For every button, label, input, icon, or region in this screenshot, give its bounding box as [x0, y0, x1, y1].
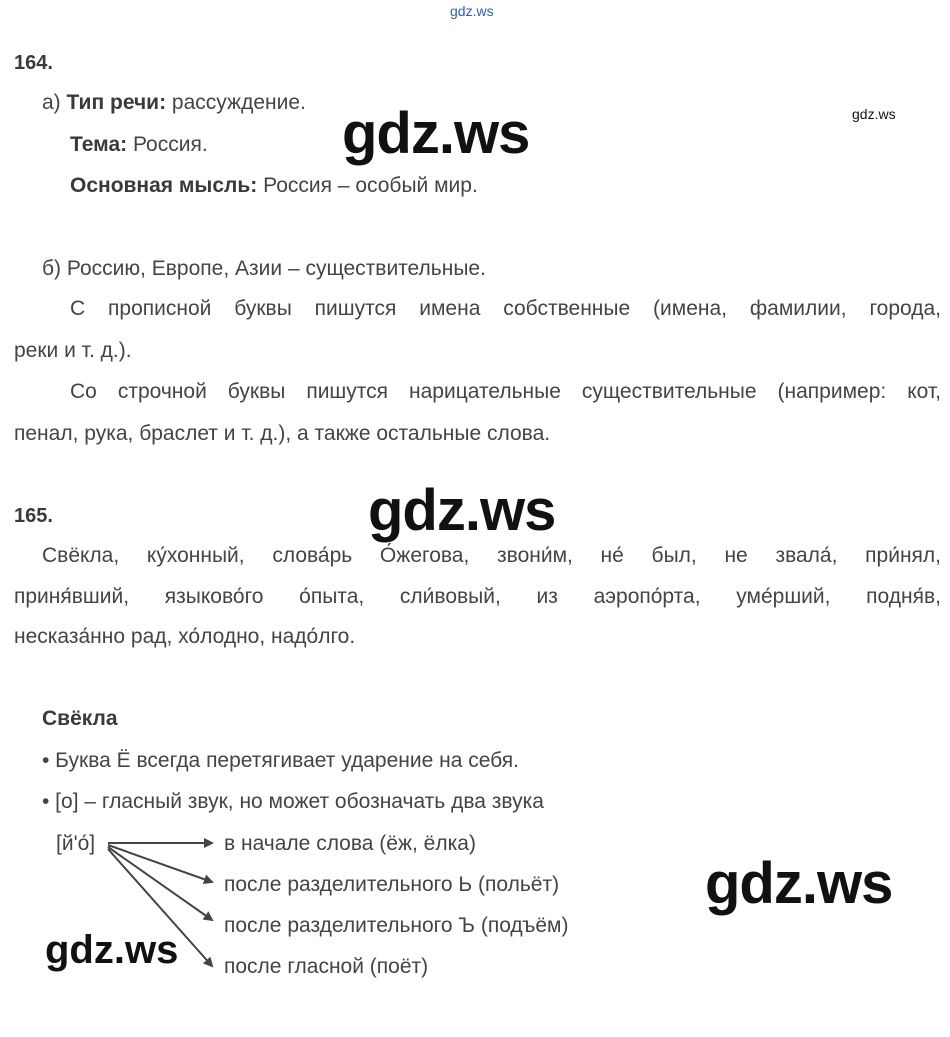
arrow-2	[108, 845, 212, 882]
arrow-4	[108, 849, 212, 966]
capital-rule-line-2: реки и т. д.).	[14, 339, 132, 362]
watermark-large-2: gdz.ws	[368, 478, 556, 543]
svekla-bullet-2: • [о] – гласный звук, но может обозначать два звука	[42, 790, 544, 813]
transcription: [й'о́]	[56, 832, 96, 855]
svekla-bullet-1: • Буква Ё всегда перетягивает ударение на себя.	[42, 749, 519, 772]
exercise-number-165: 165.	[14, 505, 53, 527]
watermark-large-3: gdz.ws	[705, 851, 893, 916]
watermark-small-right: gdz.ws	[852, 106, 896, 122]
main-idea-label: Основная мысль:	[70, 174, 258, 197]
stress-words-line-3: несказа́нно рад, хо́лодно, надо́лго.	[14, 625, 356, 648]
speech-type-label: Тип речи:	[66, 91, 167, 114]
lowercase-rule-line-2: пенал, рука, браслет и т. д.), а также остальные слова.	[14, 422, 551, 445]
watermark-bottom-left: gdz.ws	[45, 928, 179, 972]
capital-rule-line-1: С прописной буквы пишутся имена собственные (имена, фамилии, города,	[70, 297, 941, 320]
main-idea-value: Россия – особый мир.	[263, 174, 478, 197]
item-b-line: б) Россию, Европе, Азии – существительные.	[42, 257, 486, 280]
theme-label: Тема:	[70, 133, 128, 156]
watermark-large-1: gdz.ws	[342, 101, 530, 166]
item-a-prefix: а)	[42, 91, 61, 114]
stress-words-line-1: Свёкла, ку́хонный, слова́рь О́жегова, звони́м, не́ был, не звала́, при́нял,	[42, 544, 941, 567]
exercise-number-164: 164.	[14, 52, 53, 74]
case-start-of-word: в начале слова (ёж, ёлка)	[224, 832, 476, 855]
case-after-vowel: после гласной (поёт)	[224, 955, 429, 978]
stress-words-line-2: приня́вший, языково́го о́пыта, сли́вовый, из аэропо́рта, уме́рший, подня́в,	[14, 585, 941, 608]
watermark-top: gdz.ws	[450, 3, 494, 19]
theme-value: Россия.	[132, 133, 208, 156]
speech-type-value: рассуждение.	[171, 91, 306, 114]
svekla-title: Свёкла	[42, 707, 118, 730]
case-after-soft-sign: после разделительного Ь (польёт)	[224, 873, 560, 896]
lowercase-rule-line-1: Со строчной буквы пишутся нарицательные существительные (например: кот,	[70, 380, 941, 403]
arrow-3	[108, 847, 212, 920]
case-after-hard-sign: после разделительного Ъ (подъём)	[224, 914, 569, 937]
